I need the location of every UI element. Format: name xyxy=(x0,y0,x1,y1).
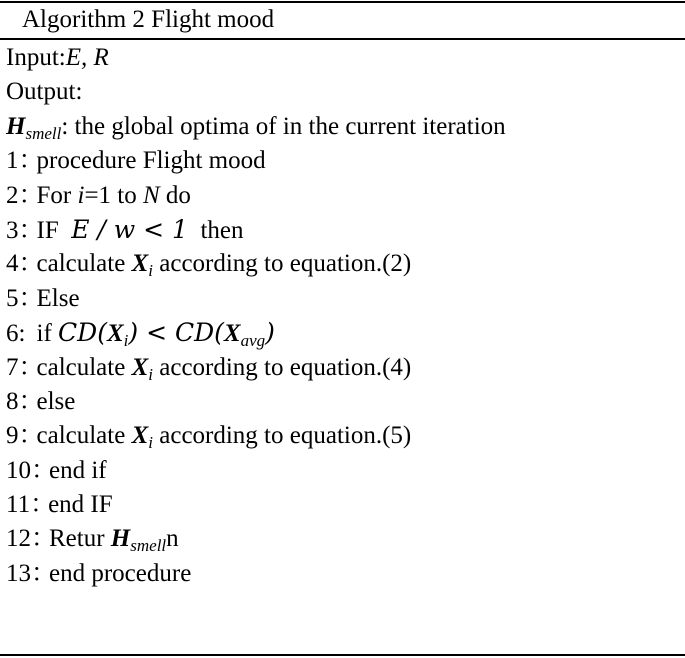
step-line xyxy=(6,282,681,316)
algorithm-title: Algorithm 2 Flight mood xyxy=(22,6,275,33)
step-text-pre: IF xyxy=(36,216,72,244)
step-separator: ： xyxy=(18,250,44,278)
step-line xyxy=(6,316,681,350)
step-number: 11 xyxy=(6,491,31,519)
step-separator: ： xyxy=(31,525,57,553)
cd-compare: ) < CD( xyxy=(128,318,224,348)
step-number: 4 xyxy=(6,250,19,278)
cd-open: CD( xyxy=(58,318,107,348)
step-separator: ： xyxy=(18,181,44,209)
algorithm-body xyxy=(6,41,681,591)
x-subscript: i xyxy=(148,364,153,384)
x-symbol: X xyxy=(131,250,149,278)
bottom-rule xyxy=(0,654,685,656)
step-text: else xyxy=(36,387,76,415)
step-number: 7 xyxy=(6,353,19,381)
input-vars: E, R xyxy=(65,44,109,71)
input-line xyxy=(6,41,681,75)
top-rule xyxy=(0,1,685,3)
step-number: 8 xyxy=(6,387,19,415)
step-line xyxy=(6,557,681,591)
x-avg-symbol: X xyxy=(223,320,241,348)
step-separator: ： xyxy=(18,422,44,450)
step-line xyxy=(6,179,681,213)
h-description: : the global optima of in the current iteration xyxy=(61,112,506,140)
step-number: 3 xyxy=(6,216,19,244)
step-separator: ： xyxy=(18,387,44,415)
step-text-pre: calculate xyxy=(36,250,132,278)
step-separator: : xyxy=(18,320,32,348)
step-text: procedure Flight mood xyxy=(36,147,266,175)
x-subscript: i xyxy=(148,261,153,281)
h-subscript: smell xyxy=(130,536,167,556)
step-line xyxy=(6,522,681,556)
step-separator: ： xyxy=(30,491,56,519)
step-line xyxy=(6,144,681,178)
step-number: 13 xyxy=(6,559,31,587)
x-subscript: i xyxy=(123,331,129,351)
step-line xyxy=(6,419,681,453)
x-avg-subscript: avg xyxy=(240,331,266,351)
step-separator: ： xyxy=(31,559,57,587)
step-text-mid: =1 to xyxy=(84,181,143,209)
output-line xyxy=(6,75,681,109)
h-symbol: H xyxy=(6,112,26,140)
header-rule xyxy=(0,38,685,40)
x-symbol: X xyxy=(131,353,149,381)
step-line xyxy=(6,247,681,281)
step-text-post: according to equation.(5) xyxy=(153,422,412,450)
output-description-line xyxy=(6,110,681,144)
step-text-pre: For xyxy=(36,181,78,209)
step-text-post: then xyxy=(187,216,244,244)
step-separator: ： xyxy=(31,456,57,484)
step-text-pre: calculate xyxy=(36,422,132,450)
h-symbol: H xyxy=(110,525,131,553)
step-number: 1 xyxy=(6,147,19,175)
step-line xyxy=(6,213,681,247)
step-text-pre: calculate xyxy=(36,353,132,381)
x-subscript: i xyxy=(148,433,153,453)
step-line xyxy=(6,351,681,385)
output-label: Output: xyxy=(6,78,83,106)
cd-close: ) xyxy=(265,318,275,348)
step-number: 6 xyxy=(6,320,19,348)
step-text-post: according to equation.(2) xyxy=(153,250,412,278)
x-symbol: X xyxy=(106,320,124,348)
x-symbol: X xyxy=(131,422,149,450)
condition-expression: E / w < 1 xyxy=(71,214,188,244)
step-text: end IF xyxy=(48,491,113,519)
step-text-post: n xyxy=(166,525,179,553)
step-number: 10 xyxy=(6,456,31,484)
h-subscript: smell xyxy=(25,123,62,143)
step-text-pre: Retur xyxy=(49,525,111,553)
step-separator: ： xyxy=(18,216,44,244)
step-separator: ： xyxy=(18,353,44,381)
step-line xyxy=(6,385,681,419)
step-separator: ： xyxy=(18,147,44,175)
step-line xyxy=(6,454,681,488)
loop-variable: i xyxy=(77,181,85,209)
loop-bound: N xyxy=(142,181,160,209)
step-text-post: do xyxy=(159,181,191,209)
input-label: Input: xyxy=(6,44,66,71)
step-text: end procedure xyxy=(49,559,192,587)
step-number: 5 xyxy=(6,284,19,312)
step-line xyxy=(6,488,681,522)
step-text: Else xyxy=(36,284,80,312)
step-text-pre: if xyxy=(36,320,59,348)
step-number: 9 xyxy=(6,422,19,450)
step-number: 12 xyxy=(6,525,31,553)
step-number: 2 xyxy=(6,181,19,209)
step-text-post: according to equation.(4) xyxy=(153,353,412,381)
step-separator: ： xyxy=(18,284,44,312)
step-text: end if xyxy=(49,456,107,484)
